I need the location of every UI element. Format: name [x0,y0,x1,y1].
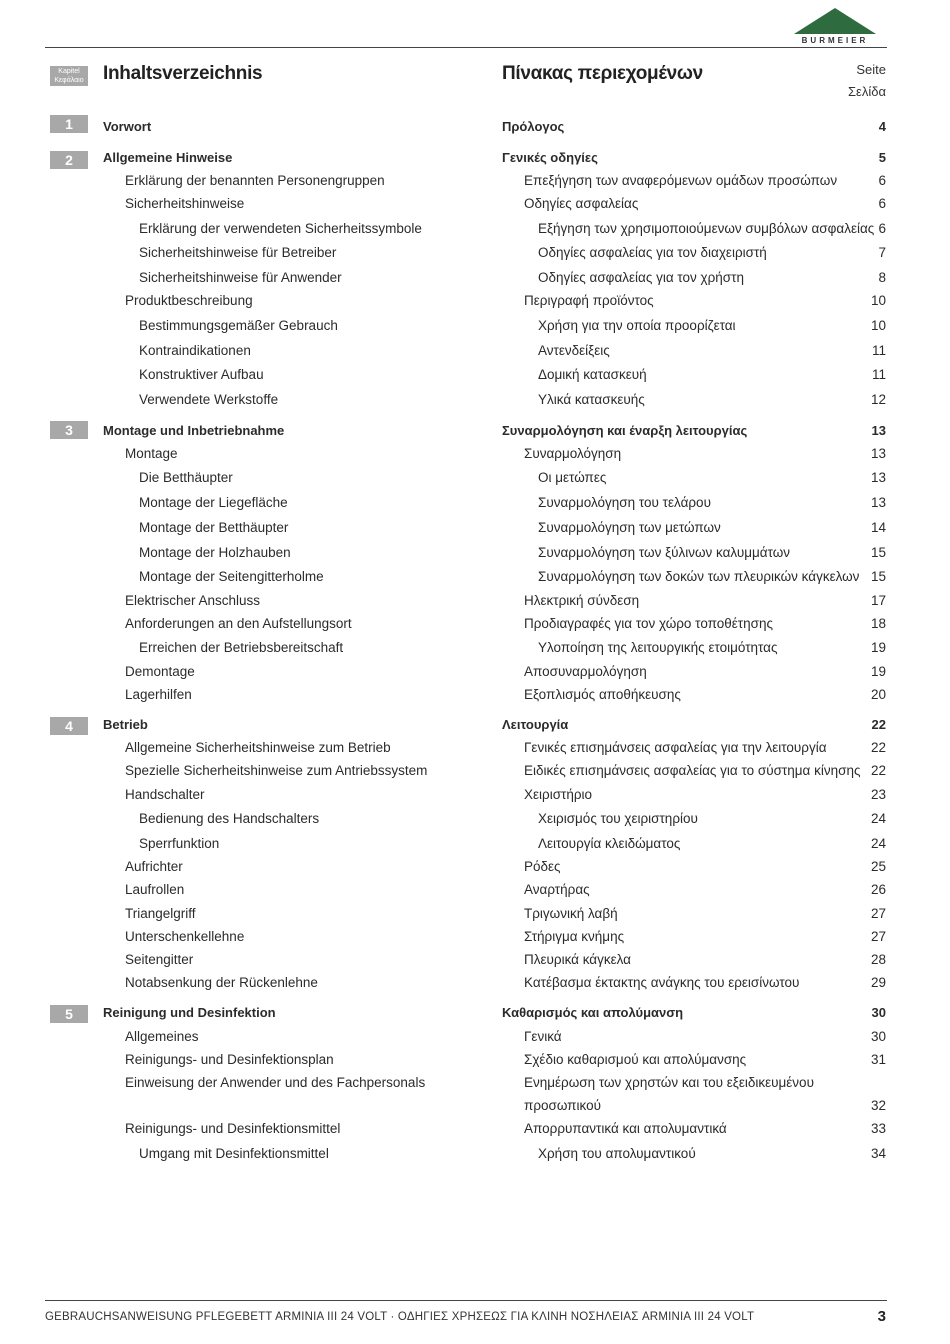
entry-title-de: Handschalter [125,787,205,802]
toc-chapter-entry[interactable] [0,1003,950,1023]
entry-title-de: Triangelgriff [125,906,196,921]
entry-title-gr: Συναρμολόγηση των δοκών των πλευρικών κάγκελων [538,569,860,584]
entry-page: 33 [870,1121,886,1136]
toc-entry[interactable] [0,1027,950,1047]
toc-entry[interactable] [0,268,950,288]
chapter-badge-1: 1 [50,115,88,133]
toc-entry[interactable] [0,518,950,538]
entry-title-gr: Οδηγίες ασφαλείας για τον διαχειριστή [538,245,767,260]
toc-entry[interactable] [0,834,950,854]
entry-page: 24 [870,836,886,851]
toc-entry[interactable] [0,493,950,513]
toc-entry[interactable] [0,785,950,805]
footer-text: GEBRAUCHSANWEISUNG PFLEGEBETT ARMINIA III 24 VOLT · ΟΔΗΓΙΕΣ ΧΡΗΣΕΩΣ ΓΙΑ ΚΛΙΝΗ ΝΟΣΗΛΕΙΑΣ ARMINIA III 24 VOLT [45,1311,755,1323]
entry-title-de: Montage und Inbetriebnahme [103,423,285,438]
toc-entry[interactable] [0,809,950,829]
entry-page: 19 [870,640,886,655]
entry-title-de: Sicherheitshinweise für Anwender [139,270,342,285]
entry-title-gr: Συναρμολόγηση [524,446,622,461]
entry-title-gr: Καθαρισμός και απολύμανση [502,1005,684,1020]
entry-page: 34 [870,1146,886,1161]
entry-title-de: Erklärung der verwendeten Sicherheitssymbole [139,221,422,236]
entry-page: 32 [870,1098,886,1113]
entry-page: 17 [870,593,886,608]
entry-page: 24 [870,811,886,826]
entry-title-de: Montage der Betthäupter [139,520,289,535]
entry-title-gr: Ηλεκτρική σύνδεση [524,593,640,608]
toc-entry[interactable] [0,291,950,311]
entry-title-de: Anforderungen an den Aufstellungsort [125,616,352,631]
entry-title-gr: Πλευρικά κάγκελα [524,952,631,967]
toc-entry[interactable] [0,1073,950,1093]
entry-title-de: Verwendete Werkstoffe [139,392,279,407]
toc-entry[interactable] [0,950,950,970]
chapter-badge-5: 5 [50,1005,88,1023]
entry-title-de: Montage [125,446,178,461]
toc-entry[interactable] [0,567,950,587]
entry-title-de: Die Betthäupter [139,470,233,485]
entry-page: 10 [870,318,886,333]
entry-title-gr: Χειριστήριο [524,787,593,802]
entry-page: 15 [870,569,886,584]
entry-page: 13 [870,470,886,485]
entry-page: 13 [871,423,886,438]
entry-page: 13 [870,495,886,510]
entry-page: 7 [878,245,886,260]
entry-title-gr: Εξήγηση των χρησιμοποιούμενων συμβόλων ασφαλείας [538,221,875,236]
entry-page: 4 [878,119,886,134]
entry-title-gr: Οδηγίες ασφαλείας [524,196,639,211]
entry-title-gr: Συναρμολόγηση και έναρξη λειτουργίας [502,423,748,438]
entry-page: 6 [878,196,886,211]
page-number: 3 [877,1308,886,1325]
toc-entry[interactable] [0,1144,950,1164]
entry-title-de: Kontraindikationen [139,343,251,358]
toc-entry[interactable] [0,219,950,239]
header-rule [45,47,887,48]
entry-title-de: Aufrichter [125,859,183,874]
entry-title-gr: Τριγωνική λαβή [524,906,618,921]
entry-page: 22 [871,717,886,732]
page-label-gr: Σελίδα [848,84,886,99]
entry-title-gr: Συναρμολόγηση των μετώπων [538,520,721,535]
entry-title-de: Sperrfunktion [139,836,220,851]
toc-entry[interactable] [0,543,950,563]
entry-title-de: Montage der Liegefläche [139,495,288,510]
toc-entry[interactable] [0,738,950,758]
entry-title-de: Vorwort [103,119,152,134]
toc-chapter-entry[interactable] [0,117,950,137]
toc-chapter-entry[interactable] [0,148,950,168]
entry-title-gr: Εξοπλισμός αποθήκευσης [524,687,681,702]
entry-page: 30 [871,1005,886,1020]
entry-page: 25 [870,859,886,874]
entry-title-gr: Απορρυπαντικά και απολυμαντικά [524,1121,727,1136]
entry-page: 10 [870,293,886,308]
entry-title-gr: Ρόδες [524,859,561,874]
toc-entry[interactable] [0,365,950,385]
entry-title-de: Allgemeine Hinweise [103,150,233,165]
house-roof-icon [792,7,878,35]
chapter-label-gr: Κεφάλαιο [54,77,84,84]
toc-entry[interactable] [0,904,950,924]
entry-title-gr: Δομική κατασκευή [538,367,647,382]
entry-page: 11 [871,343,886,358]
entry-title-gr: Κατέβασμα έκτακτης ανάγκης του ερεισίνωτου [524,975,800,990]
entry-title-de: Sicherheitshinweise für Betreiber [139,245,337,260]
entry-page: 14 [870,520,886,535]
entry-page: 12 [870,392,886,407]
entry-title-de: Bestimmungsgemäßer Gebrauch [139,318,338,333]
entry-title-gr: Αναρτήρας [524,882,590,897]
entry-title-de: Spezielle Sicherheitshinweise zum Antriebssystem [125,763,428,778]
toc-entry[interactable] [0,638,950,658]
toc-entry[interactable] [0,591,950,611]
chapter-column-badge [50,66,88,86]
entry-page: 5 [878,150,886,165]
entry-title-de: Betrieb [103,717,148,732]
toc-entry[interactable] [0,316,950,336]
entry-page: 23 [870,787,886,802]
burmeier-logo [792,7,878,47]
entry-page: 13 [870,446,886,461]
entry-title-gr: Χρήση του απολυμαντικού [538,1146,696,1161]
entry-title-de: Montage der Seitengitterholme [139,569,324,584]
toc-title-gr: Πίνακας περιεχομένων [502,63,703,84]
entry-title-gr: Υλικά κατασκευής [538,392,645,407]
entry-title-de: Allgemeine Sicherheitshinweise zum Betrieb [125,740,391,755]
entry-title-de: Konstruktiver Aufbau [139,367,264,382]
entry-page: 26 [870,882,886,897]
toc-entry[interactable] [0,243,950,263]
toc-entry[interactable] [0,390,950,410]
toc-entry[interactable] [0,1050,950,1070]
entry-page: 15 [870,545,886,560]
entry-page: 28 [870,952,886,967]
toc-entry[interactable] [0,1119,950,1139]
entry-title-de: Montage der Holzhauben [139,545,291,560]
chapter-label-de: Kapitel [58,68,80,75]
entry-title-gr: Ειδικές επισημάνσεις ασφαλείας για το σύστημα κίνησης [524,763,861,778]
entry-page: 22 [870,763,886,778]
toc-entry[interactable] [0,857,950,877]
toc-entry[interactable] [0,685,950,705]
toc-entry[interactable] [0,880,950,900]
entry-title-gr: Περιγραφή προϊόντος [524,293,654,308]
entry-title-de: Reinigung und Desinfektion [103,1005,276,1020]
entry-title-de: Demontage [125,664,195,679]
toc-chapter-entry[interactable] [0,715,950,735]
toc-entry[interactable] [0,973,950,993]
chapter-badge-2: 2 [50,151,88,169]
entry-page: 11 [871,367,886,382]
entry-title-de: Unterschenkellehne [125,929,245,944]
entry-page: 31 [870,1052,886,1067]
toc-entry[interactable] [0,614,950,634]
entry-title-gr: Οι μετώπες [538,470,607,485]
entry-title-gr: Γενικά [524,1029,562,1044]
entry-title-gr: Πρόλογος [502,119,565,134]
entry-page: 27 [870,929,886,944]
entry-title-de: Sicherheitshinweise [125,196,245,211]
entry-title-gr: Λειτουργία κλειδώματος [538,836,681,851]
entry-title-gr: Σχέδιο καθαρισμού και απολύμανσης [524,1052,747,1067]
entry-title-de: Lagerhilfen [125,687,192,702]
toc-entry-continuation[interactable] [0,1096,950,1116]
entry-page: 22 [870,740,886,755]
entry-title-gr: Χειρισμός του χειριστηρίου [538,811,698,826]
entry-page: 20 [870,687,886,702]
entry-title-de: Reinigungs- und Desinfektionsmittel [125,1121,341,1136]
toc-chapter-entry[interactable] [0,421,950,441]
toc-entry[interactable] [0,444,950,464]
toc-entry[interactable] [0,468,950,488]
entry-title-gr: Αντενδείξεις [538,343,610,358]
page-label-de: Seite [856,62,886,77]
entry-page: 8 [878,270,886,285]
entry-title-gr: Στήριγμα κνήμης [524,929,625,944]
entry-title-gr: Οδηγίες ασφαλείας για τον χρήστη [538,270,744,285]
entry-title-gr: Επεξήγηση των αναφερόμενων ομάδων προσώπων [524,173,838,188]
entry-title-gr: Συναρμολόγηση των ξύλινων καλυμμάτων [538,545,791,560]
entry-title-de: Seitengitter [125,952,194,967]
footer-rule [45,1300,887,1301]
toc-entry[interactable] [0,662,950,682]
entry-page: 19 [870,664,886,679]
entry-title-de: Elektrischer Anschluss [125,593,261,608]
chapter-badge-3: 3 [50,421,88,439]
entry-page: 6 [878,221,886,236]
entry-title-gr: Λειτουργία [502,717,569,732]
toc-entry[interactable] [0,194,950,214]
toc-entry[interactable] [0,341,950,361]
entry-title-de: Erklärung der benannten Personengruppen [125,173,385,188]
entry-title-de: Laufrollen [125,882,185,897]
entry-title-gr: Υλοποίηση της λειτουργικής ετοιμότητας [538,640,778,655]
entry-title-gr: Συναρμολόγηση του τελάρου [538,495,711,510]
entry-page: 30 [870,1029,886,1044]
entry-title-gr: προσωπικού [524,1098,601,1113]
entry-title-de: Bedienung des Handschalters [139,811,320,826]
entry-title-gr: Γενικές οδηγίες [502,150,598,165]
entry-page: 29 [870,975,886,990]
toc-title-de: Inhaltsverzeichnis [103,63,263,84]
toc-entry[interactable] [0,927,950,947]
entry-title-gr: Ενημέρωση των χρηστών και του εξειδικευμένου [524,1075,814,1090]
entry-title-de: Allgemeines [125,1029,199,1044]
entry-title-de: Produktbeschreibung [125,293,253,308]
entry-title-de: Umgang mit Desinfektionsmittel [139,1146,329,1161]
brand-name: BURMEIER [801,36,869,45]
entry-title-de: Reinigungs- und Desinfektionsplan [125,1052,334,1067]
chapter-badge-4: 4 [50,717,88,735]
entry-title-de: Notabsenkung der Rückenlehne [125,975,318,990]
entry-title-gr: Χρήση για την οποία προορίζεται [538,318,736,333]
entry-title-de: Einweisung der Anwender und des Fachpersonals [125,1075,426,1090]
entry-title-gr: Αποσυναρμολόγηση [524,664,647,679]
entry-title-gr: Γενικές επισημάνσεις ασφαλείας για την λειτουργία [524,740,827,755]
entry-title-gr: Προδιαγραφές για τον χώρο τοποθέτησης [524,616,773,631]
entry-page: 18 [870,616,886,631]
toc-entry[interactable] [0,761,950,781]
toc-entry[interactable] [0,171,950,191]
entry-page: 6 [878,173,886,188]
entry-page: 27 [870,906,886,921]
entry-title-de: Erreichen der Betriebsbereitschaft [139,640,344,655]
